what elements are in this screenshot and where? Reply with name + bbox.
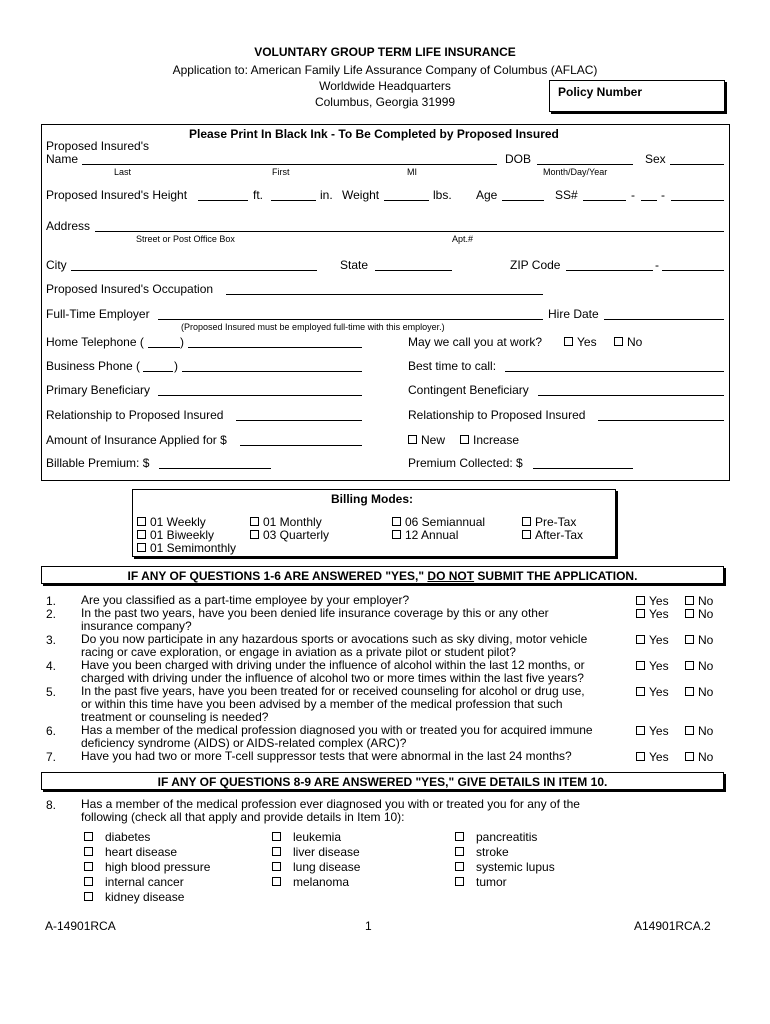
ss-field-3[interactable] <box>671 200 724 201</box>
condition-option[interactable]: kidney disease <box>84 890 184 904</box>
answer-yes[interactable]: Yes <box>636 594 669 608</box>
question-text-line: insurance company? <box>81 619 192 633</box>
answer-no[interactable]: No <box>685 633 713 647</box>
condition-option[interactable]: heart disease <box>84 845 177 859</box>
checkbox-icon[interactable] <box>685 635 694 644</box>
premium-collected-label: Premium Collected: $ <box>408 456 523 470</box>
billing-semiannual[interactable]: 06 Semiannual <box>392 515 485 529</box>
height-label: Proposed Insured's Height <box>46 188 188 202</box>
header-line-city: Columbus, Georgia 31999 <box>314 95 456 109</box>
answer-no[interactable]: No <box>685 659 713 673</box>
sublabel-last: Last <box>114 167 132 177</box>
checkbox-icon[interactable] <box>272 862 281 871</box>
condition-option[interactable]: melanoma <box>272 875 349 889</box>
checkbox-icon[interactable] <box>685 661 694 670</box>
amount-field[interactable] <box>240 445 362 446</box>
checkbox-icon[interactable] <box>84 847 93 856</box>
sublabel-mi: MI <box>407 167 417 177</box>
occupation-field[interactable] <box>226 294 543 295</box>
zip-dash: - <box>655 258 659 272</box>
home-tel-label: Home Telephone ( <box>46 335 144 349</box>
condition-option[interactable]: high blood pressure <box>84 860 210 874</box>
call-work-label: May we call you at work? <box>408 335 543 349</box>
name-label: Name <box>46 152 79 166</box>
business-phone-field[interactable] <box>182 371 362 372</box>
condition-option[interactable]: stroke <box>455 845 509 859</box>
question-text-line: In the past five years, have you been treated for or received counseling for alcohol or drug use, <box>81 684 585 698</box>
warning-banner-2-text: IF ANY OF QUESTIONS 8-9 ARE ANSWERED "YES," GIVE DETAILS IN ITEM 10. <box>157 775 608 789</box>
contingent-beneficiary-field[interactable] <box>538 395 724 396</box>
checkbox-icon[interactable] <box>636 687 645 696</box>
condition-option[interactable]: lung disease <box>272 860 360 874</box>
checkbox-icon[interactable] <box>636 609 645 618</box>
billing-weekly[interactable]: 01 Weekly <box>137 515 206 529</box>
billing-aftertax[interactable]: After-Tax <box>522 528 583 542</box>
employed-note: (Proposed Insured must be employed full-time with this employer.) <box>181 322 445 332</box>
checkbox-icon[interactable] <box>522 530 531 539</box>
billable-premium-field[interactable] <box>159 468 271 469</box>
question-text-line: deficiency syndrome (AIDS) or AIDS-related complex (ARC)? <box>81 736 407 750</box>
question-text-line: treatment or counseling is needed? <box>81 710 269 724</box>
condition-option[interactable]: tumor <box>455 875 507 889</box>
height-in-field[interactable] <box>271 200 316 201</box>
question-text-line: racing or cave exploration, or engage in aviation as a private pilot or student pilot? <box>81 645 516 659</box>
lbs-label: lbs. <box>433 188 452 202</box>
checkbox-icon[interactable] <box>84 877 93 886</box>
call-work-no[interactable]: No <box>614 335 642 349</box>
occupation-label: Proposed Insured's Occupation <box>46 282 214 296</box>
question-text-line: or within this time have you been advised by a member of the medical profession that such <box>81 697 563 711</box>
checkbox-icon[interactable] <box>636 752 645 761</box>
dob-label: DOB <box>505 152 532 166</box>
business-phone-area-field[interactable] <box>143 371 173 372</box>
warning-banner-1 <box>41 566 724 584</box>
sublabel-apt: Apt.# <box>452 234 474 244</box>
business-phone-label: Business Phone ( <box>46 359 141 373</box>
answer-yes[interactable]: Yes <box>636 724 669 738</box>
checkbox-icon[interactable] <box>272 832 281 841</box>
answer-yes[interactable]: Yes <box>636 633 669 647</box>
checkbox-icon[interactable] <box>137 543 146 552</box>
checkbox-icon[interactable] <box>636 596 645 605</box>
sex-field[interactable] <box>670 164 724 165</box>
answer-no[interactable]: No <box>685 594 713 608</box>
relationship-contingent-field[interactable] <box>598 420 724 421</box>
sex-label: Sex <box>645 152 666 166</box>
checkbox-icon[interactable] <box>522 517 531 526</box>
question-number: 8. <box>46 798 57 812</box>
hire-date-label: Hire Date <box>548 307 599 321</box>
checkbox-icon[interactable] <box>685 609 694 618</box>
checkbox-icon[interactable] <box>250 530 259 539</box>
primary-beneficiary-field[interactable] <box>158 395 362 396</box>
ft-label: ft. <box>253 188 264 202</box>
checkbox-icon[interactable] <box>272 877 281 886</box>
question-number: 6. <box>46 724 57 738</box>
checkbox-icon[interactable] <box>250 517 259 526</box>
question-number: 1. <box>46 594 57 608</box>
ss-label: SS# <box>555 188 578 202</box>
question-text-line: Do you now participate in any hazardous sports or avocations such as sky diving, motor vehicle <box>81 632 588 646</box>
answer-no[interactable]: No <box>685 724 713 738</box>
question-text-line: Are you classified as a part-time employee by your employer? <box>81 593 410 607</box>
condition-option[interactable]: leukemia <box>272 830 341 844</box>
checkbox-icon[interactable] <box>455 847 464 856</box>
zip-label: ZIP Code <box>510 258 561 272</box>
form-instruction: Please Print In Black Ink - To Be Completed by Proposed Insured <box>189 127 559 141</box>
question-number: 4. <box>46 659 57 673</box>
weight-label: Weight <box>342 188 380 202</box>
city-label: City <box>46 258 67 272</box>
question-text-line: charged with driving under the influence of alcohol two or more times within the last five years? <box>81 671 584 685</box>
home-tel-area-field[interactable] <box>148 347 180 348</box>
question-number: 2. <box>46 607 57 621</box>
billing-monthly[interactable]: 01 Monthly <box>250 515 322 529</box>
checkbox-icon[interactable] <box>408 435 417 444</box>
in-label: in. <box>320 188 333 202</box>
footer-revision: A14901RCA.2 <box>634 919 711 933</box>
billing-semimonthly[interactable]: 01 Semimonthly <box>137 541 236 555</box>
question-number: 7. <box>46 750 57 764</box>
answer-yes[interactable]: Yes <box>636 750 669 764</box>
option-new[interactable]: New <box>408 433 445 447</box>
warning-banner-2 <box>41 772 724 790</box>
billing-modes-title: Billing Modes: <box>331 492 413 506</box>
checkbox-icon[interactable] <box>84 832 93 841</box>
home-tel-close: ) <box>180 335 184 349</box>
condition-option[interactable]: internal cancer <box>84 875 184 889</box>
address-field[interactable] <box>95 231 724 232</box>
checkbox-icon[interactable] <box>685 596 694 605</box>
policy-number-box[interactable] <box>549 80 725 112</box>
billing-annual[interactable]: 12 Annual <box>392 528 458 542</box>
question-8-line-1: Has a member of the medical profession ever diagnosed you with or treated you for any of the <box>81 797 580 811</box>
height-ft-field[interactable] <box>198 200 248 201</box>
amount-label: Amount of Insurance Applied for $ <box>46 433 227 447</box>
best-time-field[interactable] <box>505 371 724 372</box>
sublabel-street: Street or Post Office Box <box>136 234 235 244</box>
checkbox-icon[interactable] <box>614 337 623 346</box>
answer-yes[interactable]: Yes <box>636 659 669 673</box>
checkbox-icon[interactable] <box>392 530 401 539</box>
question-8-line-2: following (check all that apply and provide details in Item 10): <box>81 810 405 824</box>
condition-option[interactable]: pancreatitis <box>455 830 537 844</box>
condition-option[interactable]: liver disease <box>272 845 360 859</box>
employer-field[interactable] <box>158 319 543 320</box>
checkbox-icon[interactable] <box>137 530 146 539</box>
sublabel-first: First <box>272 167 290 177</box>
question-text-line: Has a member of the medical profession diagnosed you with or treated you for acquired immune <box>81 723 593 737</box>
premium-collected-field[interactable] <box>533 468 633 469</box>
option-increase[interactable]: Increase <box>460 433 519 447</box>
warning-banner-1-text: IF ANY OF QUESTIONS 1-6 ARE ANSWERED "YES," DO NOT SUBMIT THE APPLICATION. <box>127 569 638 583</box>
contingent-beneficiary-label: Contingent Beneficiary <box>408 383 529 397</box>
question-number: 3. <box>46 633 57 647</box>
city-field[interactable] <box>71 270 317 271</box>
ss-dash-1: - <box>631 188 635 202</box>
checkbox-icon[interactable] <box>272 847 281 856</box>
header-line-company: Application to: American Family Life Assurance Company of Columbus (AFLAC) <box>172 63 598 77</box>
checkbox-icon[interactable] <box>685 687 694 696</box>
weight-field[interactable] <box>384 200 429 201</box>
checkbox-icon[interactable] <box>636 726 645 735</box>
call-work-yes[interactable]: Yes <box>564 335 597 349</box>
billing-biweekly[interactable]: 01 Biweekly <box>137 528 214 542</box>
checkbox-icon[interactable] <box>455 877 464 886</box>
billing-pretax[interactable]: Pre-Tax <box>522 515 576 529</box>
hire-date-field[interactable] <box>604 319 724 320</box>
ss-field-1[interactable] <box>583 200 626 201</box>
ss-field-2[interactable] <box>641 200 657 201</box>
billable-premium-label: Billable Premium: $ <box>46 456 150 470</box>
policy-number-label: Policy Number <box>558 85 643 99</box>
billing-quarterly[interactable]: 03 Quarterly <box>250 528 329 542</box>
answer-no[interactable]: No <box>685 607 713 621</box>
address-label: Address <box>46 219 91 233</box>
question-text-line: In the past two years, have you been denied life insurance coverage by this or any other <box>81 606 549 620</box>
zip-field[interactable] <box>566 270 653 271</box>
checkbox-icon[interactable] <box>137 517 146 526</box>
relationship-contingent-label: Relationship to Proposed Insured <box>408 408 586 422</box>
state-field[interactable] <box>375 270 452 271</box>
checkbox-icon[interactable] <box>392 517 401 526</box>
sublabel-mdy: Month/Day/Year <box>543 167 608 177</box>
checkbox-icon[interactable] <box>636 635 645 644</box>
question-text-line: Have you had two or more T-cell suppressor tests that were abnormal in the last 24 months? <box>81 749 572 763</box>
business-phone-close: ) <box>174 359 178 373</box>
age-label: Age <box>476 188 498 202</box>
best-time-label: Best time to call: <box>408 359 497 373</box>
header-line-hq: Worldwide Headquarters <box>319 79 451 93</box>
answer-yes[interactable]: Yes <box>636 607 669 621</box>
name-field[interactable] <box>82 164 497 165</box>
zip-ext-field[interactable] <box>662 270 724 271</box>
answer-yes[interactable]: Yes <box>636 685 669 699</box>
dob-field[interactable] <box>537 164 633 165</box>
employer-label: Full-Time Employer <box>46 307 150 321</box>
checkbox-icon[interactable] <box>564 337 573 346</box>
home-tel-field[interactable] <box>188 347 362 348</box>
proposed-insureds-label: Proposed Insured's <box>46 139 150 153</box>
state-label: State <box>340 258 369 272</box>
checkbox-icon[interactable] <box>455 862 464 871</box>
footer-page-number: 1 <box>365 919 372 933</box>
insured-info-box <box>41 124 730 481</box>
checkbox-icon[interactable] <box>636 661 645 670</box>
ss-dash-2: - <box>661 188 665 202</box>
checkbox-icon[interactable] <box>84 862 93 871</box>
checkbox-icon[interactable] <box>84 892 93 901</box>
question-number: 5. <box>46 685 57 699</box>
relationship-primary-field[interactable] <box>236 420 362 421</box>
answer-no[interactable]: No <box>685 750 713 764</box>
age-field[interactable] <box>502 200 544 201</box>
answer-no[interactable]: No <box>685 685 713 699</box>
checkbox-icon[interactable] <box>460 435 469 444</box>
checkbox-icon[interactable] <box>685 726 694 735</box>
footer-form-code: A-14901RCA <box>45 919 116 933</box>
question-text-line: Have you been charged with driving under the influence of alcohol within the last 12 months, or <box>81 658 585 672</box>
primary-beneficiary-label: Primary Beneficiary <box>46 383 151 397</box>
condition-option[interactable]: systemic lupus <box>455 860 555 874</box>
checkbox-icon[interactable] <box>685 752 694 761</box>
checkbox-icon[interactable] <box>455 832 464 841</box>
relationship-primary-label: Relationship to Proposed Insured <box>46 408 224 422</box>
condition-option[interactable]: diabetes <box>84 830 150 844</box>
form-title: VOLUNTARY GROUP TERM LIFE INSURANCE <box>254 45 516 59</box>
